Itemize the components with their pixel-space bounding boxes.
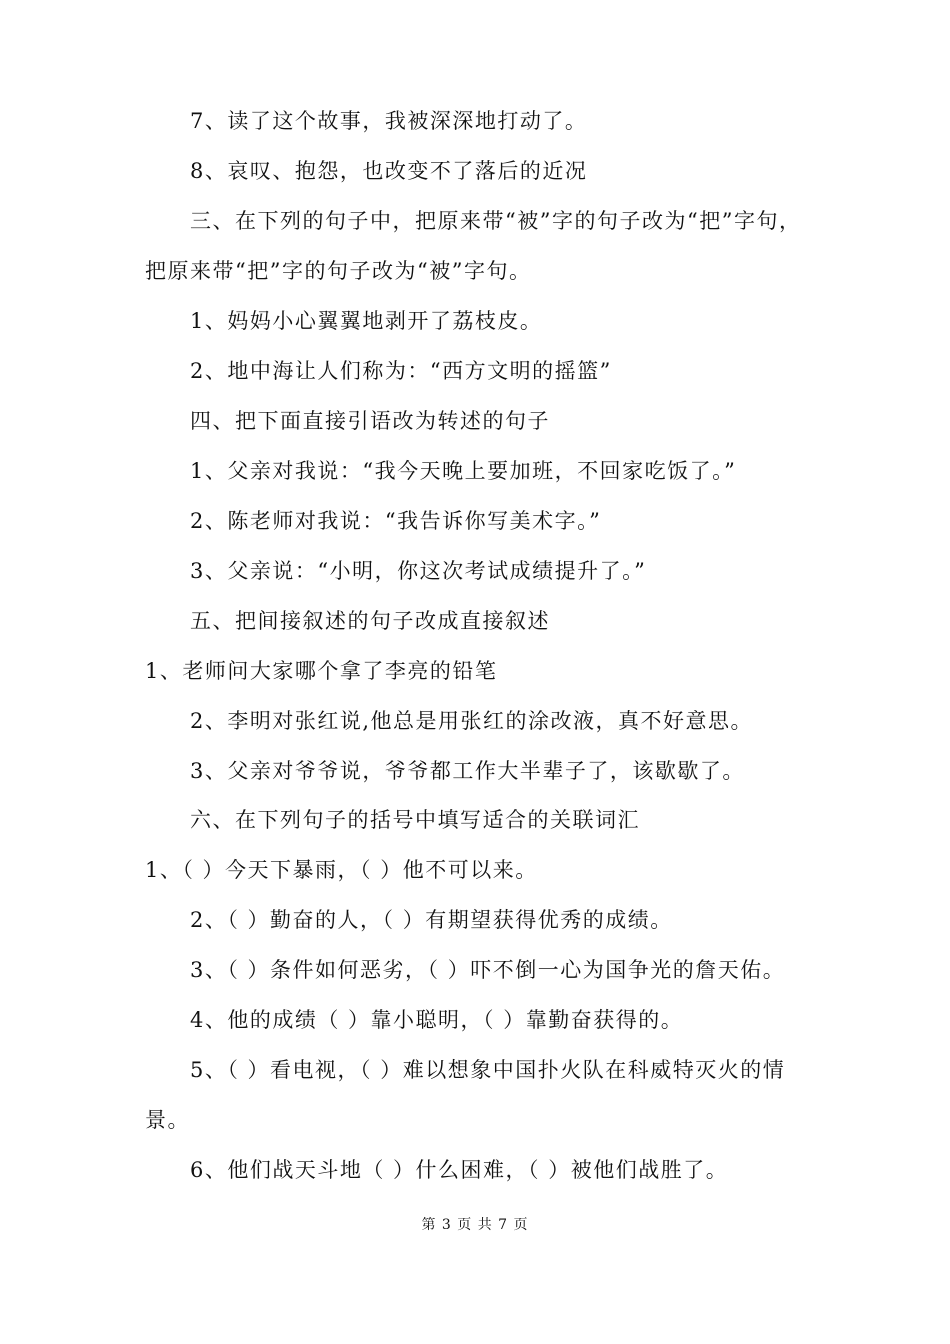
section-heading: 五、把间接叙述的句子改成直接叙述: [190, 609, 550, 633]
text-line: 把原来带“把”字的句子改为“被”字句。: [145, 259, 532, 283]
text-line: 5、（ ）看电视，（ ）难以想象中国扑火队在科威特灭火的情: [190, 1058, 786, 1082]
text-line: 6、他们战天斗地（ ）什么困难，（ ）被他们战胜了。: [190, 1158, 729, 1182]
text-line: 1、（ ）今天下暴雨，（ ）他不可以来。: [145, 858, 538, 882]
text-line: 3、父亲说：“小明，你这次考试成绩提升了。”: [190, 559, 647, 583]
text-line: 4、他的成绩（ ）靠小聪明，（ ）靠勤奋获得的。: [190, 1008, 684, 1032]
text-line: 2、（ ）勤奋的人，（ ）有期望获得优秀的成绩。: [190, 908, 673, 932]
section-heading: 三、在下列的句子中，把原来带“被”字的句子改为“把”字句，: [190, 209, 802, 233]
text-line: 3、父亲对爷爷说，爷爷都工作大半辈子了，该歇歇了。: [190, 759, 745, 783]
text-line: 2、李明对张红说,他总是用张红的涂改液，真不好意思。: [190, 709, 754, 733]
text-line: 2、地中海让人们称为：“西方文明的摇篮”: [190, 359, 612, 383]
text-line: 3、（ ）条件如何恶劣，（ ）吓不倒一心为国争光的詹天佑。: [190, 958, 786, 982]
text-line: 1、老师问大家哪个拿了李亮的铅笔: [145, 659, 498, 683]
text-line: 8、哀叹、抱怨，也改变不了落后的近况: [190, 159, 588, 183]
text-line: 2、陈老师对我说：“我告诉你写美术字。”: [190, 509, 602, 533]
text-line: 1、妈妈小心翼翼地剥开了荔枝皮。: [190, 309, 543, 333]
page-footer: 第 3 页 共 7 页: [421, 1217, 529, 1233]
section-heading: 六、在下列句子的括号中填写适合的关联词汇: [190, 808, 640, 832]
section-heading: 四、把下面直接引语改为转述的句子: [190, 409, 550, 433]
text-line: 1、父亲对我说：“我今天晚上要加班，不回家吃饭了。”: [190, 459, 737, 483]
text-line: 景。: [145, 1108, 190, 1132]
text-line: 7、读了这个故事，我被深深地打动了。: [190, 109, 588, 133]
